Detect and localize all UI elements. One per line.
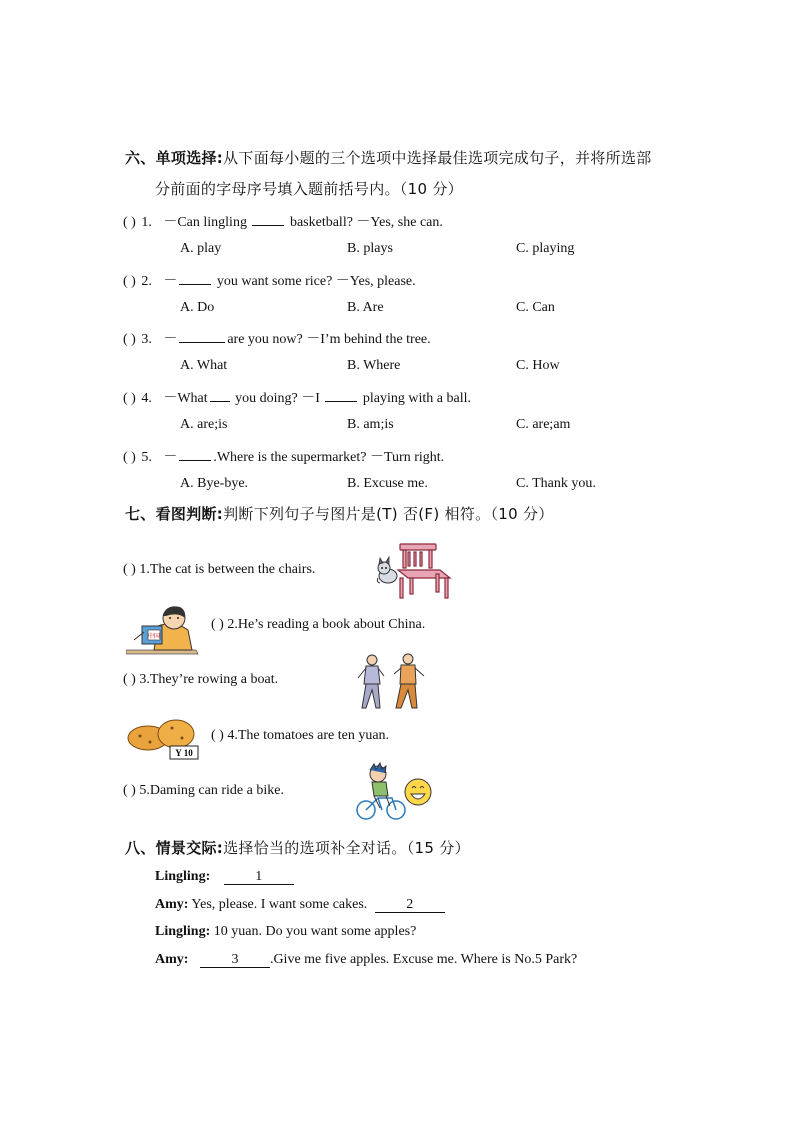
person-right-icon: [394, 654, 424, 708]
judge-item-4: [211, 728, 389, 744]
answer-paren[interactable]: ( ): [211, 728, 224, 743]
question-number: 5.: [141, 450, 152, 465]
section-6-instruction-line1: 从下面每小题的三个选项中选择最佳选项完成句子，并将所选部: [223, 149, 652, 167]
fill-blank: [210, 387, 230, 402]
dialogue-speaker: Amy:: [155, 952, 189, 967]
judge-sentence: 3.They’re rowing a boat.: [139, 672, 279, 687]
section-8-instruction: 选择恰当的选项补全对话。（15 分）: [223, 839, 470, 857]
question-number: 1.: [141, 215, 152, 230]
option-a: A. are;is: [180, 417, 228, 432]
boy-reading-image: [126, 604, 200, 656]
answer-paren[interactable]: ( ): [123, 391, 136, 406]
book-title-label: 中国: [147, 633, 161, 640]
answer-paren[interactable]: ( ): [123, 672, 136, 687]
person-left-icon: [358, 655, 384, 708]
section-7-number: 七、: [125, 505, 156, 523]
question-3: [123, 328, 431, 348]
section-6-heading: 单项选择:: [155, 149, 224, 167]
boy-reading-icon: [126, 606, 198, 654]
price-tag-label: Y 10: [175, 748, 193, 758]
potatoes-price-image: [126, 714, 202, 762]
question-number: 4.: [141, 391, 152, 406]
fill-blank: [179, 328, 225, 343]
question-text: －: [163, 274, 178, 289]
section-7-heading: 看图判断:: [155, 505, 224, 523]
fill-blank: [252, 211, 284, 226]
option-a: A. What: [180, 358, 228, 373]
answer-paren[interactable]: ( ): [123, 274, 136, 289]
judge-sentence: 1.The cat is between the chairs.: [139, 562, 316, 577]
dialogue-text: .Give me five apples. Excuse me. Where is No.5 Park?: [269, 952, 578, 967]
judge-item-3: [123, 672, 278, 688]
question-text-rest: basketball? －Yes, she can.: [286, 215, 443, 230]
option-b: B. Excuse me.: [347, 476, 428, 491]
fill-blank: [179, 446, 211, 461]
option-b: B. plays: [347, 241, 393, 256]
option-b: B. Are: [347, 300, 384, 315]
section-8-number: 八、: [125, 839, 156, 857]
section-7-instruction: 判断下列句子与图片是(T) 否(F) 相符。（10 分）: [223, 505, 554, 523]
question-2: [123, 270, 416, 290]
two-people-image: [356, 652, 426, 712]
question-4: [123, 387, 471, 407]
option-a: A. play: [180, 241, 222, 256]
option-b: B. Where: [347, 358, 401, 373]
question-text-rest: are you now? －I’m behind the tree.: [227, 332, 431, 347]
cat-icon: [377, 557, 397, 583]
answer-paren[interactable]: ( ): [123, 450, 136, 465]
smiley-face-icon: [405, 779, 431, 805]
dialogue-line-2: [155, 897, 445, 913]
dialogue-blank-1[interactable]: 1: [224, 869, 294, 885]
dialogue-line-1: [155, 869, 294, 885]
section-6-title: [125, 147, 652, 168]
dialogue-blank-3[interactable]: 3: [200, 952, 270, 968]
answer-paren[interactable]: ( ): [211, 617, 224, 632]
question-text: －: [163, 450, 178, 465]
option-c: C. are;am: [516, 417, 571, 432]
option-c: C. playing: [516, 241, 575, 256]
dialogue-speaker: Lingling:: [155, 869, 211, 884]
cat-and-chair-image: [374, 540, 456, 602]
dialogue-line-3: [155, 924, 416, 940]
judge-item-5: [123, 783, 284, 799]
answer-paren[interactable]: ( ): [123, 215, 136, 230]
dialogue-blank-2[interactable]: 2: [375, 897, 445, 913]
section-8-heading: 情景交际:: [155, 839, 224, 857]
question-number: 3.: [141, 332, 152, 347]
question-text-mid: you doing? －I: [231, 391, 324, 406]
section-6-number: 六、: [125, 149, 156, 167]
option-a: A. Do: [180, 300, 215, 315]
answer-paren[interactable]: ( ): [123, 332, 136, 347]
option-a: A. Bye-bye.: [180, 476, 249, 491]
price-tag-icon: [170, 746, 198, 759]
question-text-rest: you want some rice? －Yes, please.: [213, 274, 416, 289]
answer-paren[interactable]: ( ): [123, 562, 136, 577]
question-1: [123, 211, 443, 231]
section-8-title: [125, 837, 470, 858]
judge-sentence: 4.The tomatoes are ten yuan.: [227, 728, 390, 743]
option-c: C. Can: [516, 300, 555, 315]
question-5: [123, 446, 444, 466]
judge-sentence: 2.He’s reading a book about China.: [227, 617, 426, 632]
dialogue-line-4: [155, 952, 577, 968]
question-text: －What: [163, 391, 208, 406]
question-text: －: [163, 332, 178, 347]
fill-blank: [179, 270, 211, 285]
dialogue-speaker: Amy:: [155, 897, 189, 912]
question-text-rest: playing with a ball.: [359, 391, 472, 406]
answer-paren[interactable]: ( ): [123, 783, 136, 798]
option-c: C. Thank you.: [516, 476, 596, 491]
judge-item-1: [123, 562, 315, 578]
boy-riding-bike-image: [356, 762, 436, 822]
boy-riding-bike-icon: [357, 763, 405, 819]
question-text-rest: .Where is the supermarket? －Turn right.: [213, 450, 445, 465]
option-c: C. How: [516, 358, 560, 373]
section-7-title: [125, 503, 554, 524]
dialogue-text: 10 yuan. Do you want some apples?: [213, 924, 417, 939]
dialogue-speaker: Lingling:: [155, 924, 211, 939]
dialogue-text: Yes, please. I want some cakes.: [191, 897, 371, 912]
judge-sentence: 5.Daming can ride a bike.: [139, 783, 284, 798]
question-text: －Can lingling: [163, 215, 251, 230]
chair-icon: [398, 544, 450, 598]
question-number: 2.: [141, 274, 152, 289]
option-b: B. am;is: [347, 417, 394, 432]
section-6-instruction-line2: 分前面的字母序号填入题前括号内。（10 分）: [155, 180, 463, 198]
fill-blank: [325, 387, 357, 402]
section-6-instruction-line2-wrap: [155, 178, 463, 199]
judge-item-2: [211, 617, 425, 633]
